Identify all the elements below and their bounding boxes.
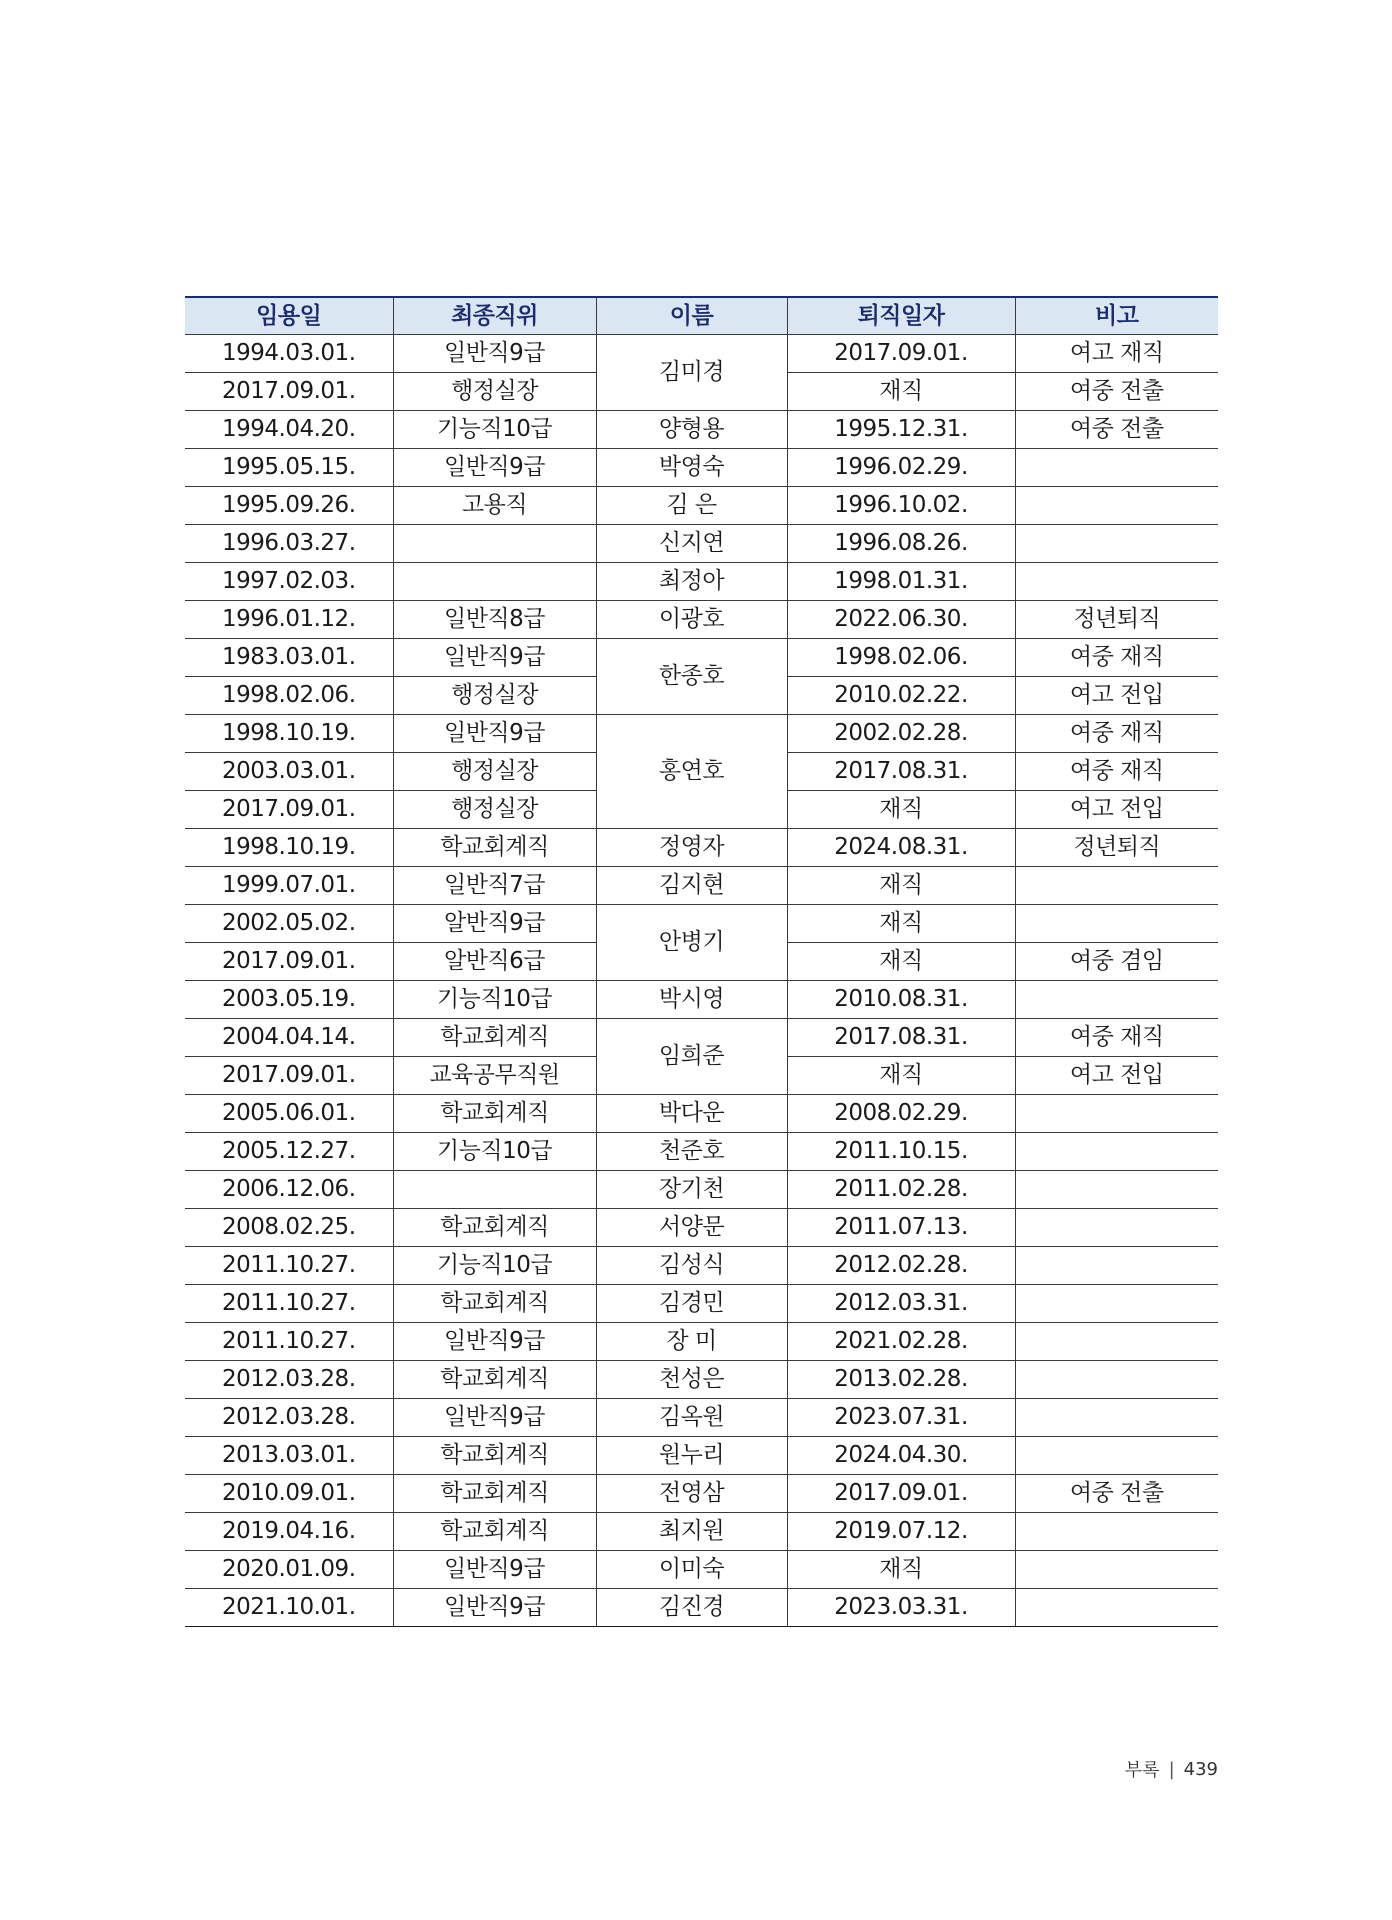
cell-retire-date: 2017.09.01. [787,1475,1015,1513]
cell-retire-date: 2021.02.28. [787,1323,1015,1361]
cell-hire-date: 2019.04.16. [185,1513,393,1551]
cell-final-position [393,563,596,601]
cell-hire-date: 1994.04.20. [185,411,393,449]
table-row [185,867,1218,905]
cell-note [1015,1323,1218,1361]
cell-note [1015,487,1218,525]
cell-name: 한종호 [596,639,787,715]
cell-retire-date: 2022.06.30. [787,601,1015,639]
cell-hire-date: 1995.05.15. [185,449,393,487]
cell-final-position: 일반직7급 [393,867,596,905]
table-row [185,487,1218,525]
cell-hire-date: 1996.03.27. [185,525,393,563]
cell-note [1015,449,1218,487]
table-row [185,1209,1218,1247]
table-row [185,411,1218,449]
cell-final-position: 학교회계직 [393,1285,596,1323]
cell-final-position: 알반직9급 [393,905,596,943]
cell-final-position: 학교회계직 [393,1513,596,1551]
table-row [185,1171,1218,1209]
cell-retire-date: 재직 [787,943,1015,981]
cell-note [1015,1437,1218,1475]
cell-final-position [393,525,596,563]
cell-name: 원누리 [596,1437,787,1475]
cell-note [1015,981,1218,1019]
table-row [185,1361,1218,1399]
cell-hire-date: 1998.10.19. [185,829,393,867]
cell-final-position: 학교회계직 [393,1361,596,1399]
cell-hire-date: 2006.12.06. [185,1171,393,1209]
cell-hire-date: 1998.10.19. [185,715,393,753]
page-footer [1125,1756,1218,1782]
cell-retire-date: 재직 [787,373,1015,411]
cell-final-position: 일반직9급 [393,715,596,753]
table-row [185,1095,1218,1133]
cell-note: 여중 전출 [1015,1475,1218,1513]
cell-note [1015,1209,1218,1247]
cell-retire-date: 2012.03.31. [787,1285,1015,1323]
table-row [185,1475,1218,1513]
cell-final-position: 기능직10급 [393,411,596,449]
cell-final-position: 학교회계직 [393,1019,596,1057]
cell-retire-date: 1996.02.29. [787,449,1015,487]
cell-name: 박영숙 [596,449,787,487]
table-body [185,335,1218,1627]
table-row [185,1019,1218,1057]
cell-final-position: 기능직10급 [393,981,596,1019]
cell-hire-date: 1996.01.12. [185,601,393,639]
cell-name: 천준호 [596,1133,787,1171]
cell-hire-date: 2017.09.01. [185,943,393,981]
cell-final-position: 행정실장 [393,677,596,715]
cell-name: 김미경 [596,335,787,411]
cell-hire-date: 1997.02.03. [185,563,393,601]
cell-hire-date: 1999.07.01. [185,867,393,905]
cell-note [1015,525,1218,563]
cell-retire-date: 2019.07.12. [787,1513,1015,1551]
cell-final-position: 일반직9급 [393,335,596,373]
cell-hire-date: 1983.03.01. [185,639,393,677]
cell-note [1015,1247,1218,1285]
cell-final-position: 교육공무직원 [393,1057,596,1095]
footer-section: 부록 [1124,1760,1160,1781]
cell-note: 정년퇴직 [1015,601,1218,639]
cell-name: 안병기 [596,905,787,981]
cell-name: 전영삼 [596,1475,787,1513]
cell-name: 임희준 [596,1019,787,1095]
table-row [185,1551,1218,1589]
cell-final-position: 일반직9급 [393,1551,596,1589]
cell-final-position: 고용직 [393,487,596,525]
cell-note: 여고 전입 [1015,677,1218,715]
cell-note [1015,905,1218,943]
cell-final-position: 학교회계직 [393,1209,596,1247]
cell-retire-date: 재직 [787,791,1015,829]
cell-note: 여중 재직 [1015,639,1218,677]
cell-name: 장 미 [596,1323,787,1361]
cell-note [1015,1361,1218,1399]
header-name: 이름 [596,297,787,335]
cell-retire-date: 1996.08.26. [787,525,1015,563]
cell-name: 최지원 [596,1513,787,1551]
cell-name: 이미숙 [596,1551,787,1589]
cell-hire-date: 2008.02.25. [185,1209,393,1247]
cell-final-position [393,1171,596,1209]
cell-final-position: 일반직8급 [393,601,596,639]
cell-retire-date: 재직 [787,1551,1015,1589]
cell-name: 장기천 [596,1171,787,1209]
cell-retire-date: 2017.09.01. [787,335,1015,373]
cell-hire-date: 2005.12.27. [185,1133,393,1171]
cell-note [1015,1171,1218,1209]
table-row [185,639,1218,677]
cell-name: 양형용 [596,411,787,449]
cell-final-position: 기능직10급 [393,1133,596,1171]
cell-name: 최정아 [596,563,787,601]
cell-note: 여중 전출 [1015,411,1218,449]
cell-final-position: 학교회계직 [393,1095,596,1133]
cell-retire-date: 2010.02.22. [787,677,1015,715]
cell-hire-date: 2012.03.28. [185,1361,393,1399]
cell-hire-date: 2012.03.28. [185,1399,393,1437]
header-note: 비고 [1015,297,1218,335]
cell-retire-date: 재직 [787,867,1015,905]
cell-retire-date: 1995.12.31. [787,411,1015,449]
cell-hire-date: 2011.10.27. [185,1285,393,1323]
cell-final-position: 알반직6급 [393,943,596,981]
table-row [185,905,1218,943]
table-row [185,829,1218,867]
cell-name: 천성은 [596,1361,787,1399]
cell-hire-date: 2010.09.01. [185,1475,393,1513]
table-row [185,1437,1218,1475]
table-row [185,1513,1218,1551]
cell-final-position: 일반직9급 [393,449,596,487]
cell-name: 김 은 [596,487,787,525]
cell-note: 여중 재직 [1015,753,1218,791]
table-row [185,601,1218,639]
table-row [185,715,1218,753]
cell-note [1015,1285,1218,1323]
cell-name: 김지현 [596,867,787,905]
cell-name: 김진경 [596,1589,787,1627]
cell-final-position: 일반직9급 [393,1323,596,1361]
cell-retire-date: 2017.08.31. [787,753,1015,791]
cell-final-position: 행정실장 [393,373,596,411]
cell-hire-date: 1998.02.06. [185,677,393,715]
cell-retire-date: 2011.07.13. [787,1209,1015,1247]
cell-note: 여중 겸임 [1015,943,1218,981]
table-header-row [185,297,1218,335]
table-row [185,525,1218,563]
cell-hire-date: 2020.01.09. [185,1551,393,1589]
cell-hire-date: 2002.05.02. [185,905,393,943]
cell-retire-date: 2011.10.15. [787,1133,1015,1171]
cell-note: 여중 재직 [1015,1019,1218,1057]
cell-hire-date: 2017.09.01. [185,1057,393,1095]
cell-retire-date: 2002.02.28. [787,715,1015,753]
staff-table [185,296,1218,1627]
cell-final-position: 학교회계직 [393,829,596,867]
cell-note [1015,1589,1218,1627]
cell-retire-date: 2024.08.31. [787,829,1015,867]
cell-retire-date: 재직 [787,905,1015,943]
cell-retire-date: 2012.02.28. [787,1247,1015,1285]
table-row [185,1399,1218,1437]
cell-hire-date: 1995.09.26. [185,487,393,525]
cell-name: 서양문 [596,1209,787,1247]
cell-name: 홍연호 [596,715,787,829]
cell-name: 신지연 [596,525,787,563]
table-row [185,1247,1218,1285]
cell-retire-date: 1996.10.02. [787,487,1015,525]
cell-note: 여고 전입 [1015,1057,1218,1095]
cell-hire-date: 2013.03.01. [185,1437,393,1475]
cell-note [1015,867,1218,905]
cell-hire-date: 2005.06.01. [185,1095,393,1133]
cell-note: 여고 재직 [1015,335,1218,373]
cell-name: 김경민 [596,1285,787,1323]
header-hire-date: 임용일 [185,297,393,335]
cell-retire-date: 1998.01.31. [787,563,1015,601]
cell-name: 정영자 [596,829,787,867]
cell-final-position: 학교회계직 [393,1437,596,1475]
cell-retire-date: 2010.08.31. [787,981,1015,1019]
cell-hire-date: 2017.09.01. [185,791,393,829]
cell-final-position: 일반직9급 [393,1399,596,1437]
cell-retire-date: 2024.04.30. [787,1437,1015,1475]
cell-final-position: 행정실장 [393,753,596,791]
footer-separator: | [1168,1758,1175,1780]
table-row [185,1589,1218,1627]
cell-retire-date: 2023.07.31. [787,1399,1015,1437]
table-row [185,449,1218,487]
table-row [185,981,1218,1019]
cell-name: 박시영 [596,981,787,1019]
cell-name: 김성식 [596,1247,787,1285]
cell-retire-date: 재직 [787,1057,1015,1095]
cell-final-position: 행정실장 [393,791,596,829]
cell-note [1015,1399,1218,1437]
cell-name: 김옥원 [596,1399,787,1437]
cell-hire-date: 2003.03.01. [185,753,393,791]
cell-note [1015,1513,1218,1551]
cell-hire-date: 2021.10.01. [185,1589,393,1627]
cell-note: 여중 재직 [1015,715,1218,753]
table-row [185,1323,1218,1361]
cell-final-position: 학교회계직 [393,1475,596,1513]
cell-hire-date: 2004.04.14. [185,1019,393,1057]
cell-name: 박다운 [596,1095,787,1133]
cell-retire-date: 2008.02.29. [787,1095,1015,1133]
cell-hire-date: 2017.09.01. [185,373,393,411]
cell-final-position: 일반직9급 [393,1589,596,1627]
table-row [185,1285,1218,1323]
cell-final-position: 일반직9급 [393,639,596,677]
cell-final-position: 기능직10급 [393,1247,596,1285]
cell-note [1015,1133,1218,1171]
cell-hire-date: 1994.03.01. [185,335,393,373]
cell-note: 여중 전출 [1015,373,1218,411]
header-retire-date: 퇴직일자 [787,297,1015,335]
cell-note: 정년퇴직 [1015,829,1218,867]
cell-name: 이광호 [596,601,787,639]
cell-retire-date: 2023.03.31. [787,1589,1015,1627]
cell-retire-date: 1998.02.06. [787,639,1015,677]
cell-hire-date: 2011.10.27. [185,1323,393,1361]
cell-retire-date: 2011.02.28. [787,1171,1015,1209]
cell-note [1015,563,1218,601]
table-row [185,1133,1218,1171]
page-number: 439 [1183,1758,1218,1780]
cell-hire-date: 2011.10.27. [185,1247,393,1285]
table-row [185,563,1218,601]
cell-note: 여고 전입 [1015,791,1218,829]
cell-retire-date: 2017.08.31. [787,1019,1015,1057]
header-final-position: 최종직위 [393,297,596,335]
cell-note [1015,1551,1218,1589]
table-row [185,335,1218,373]
cell-retire-date: 2013.02.28. [787,1361,1015,1399]
cell-hire-date: 2003.05.19. [185,981,393,1019]
cell-note [1015,1095,1218,1133]
